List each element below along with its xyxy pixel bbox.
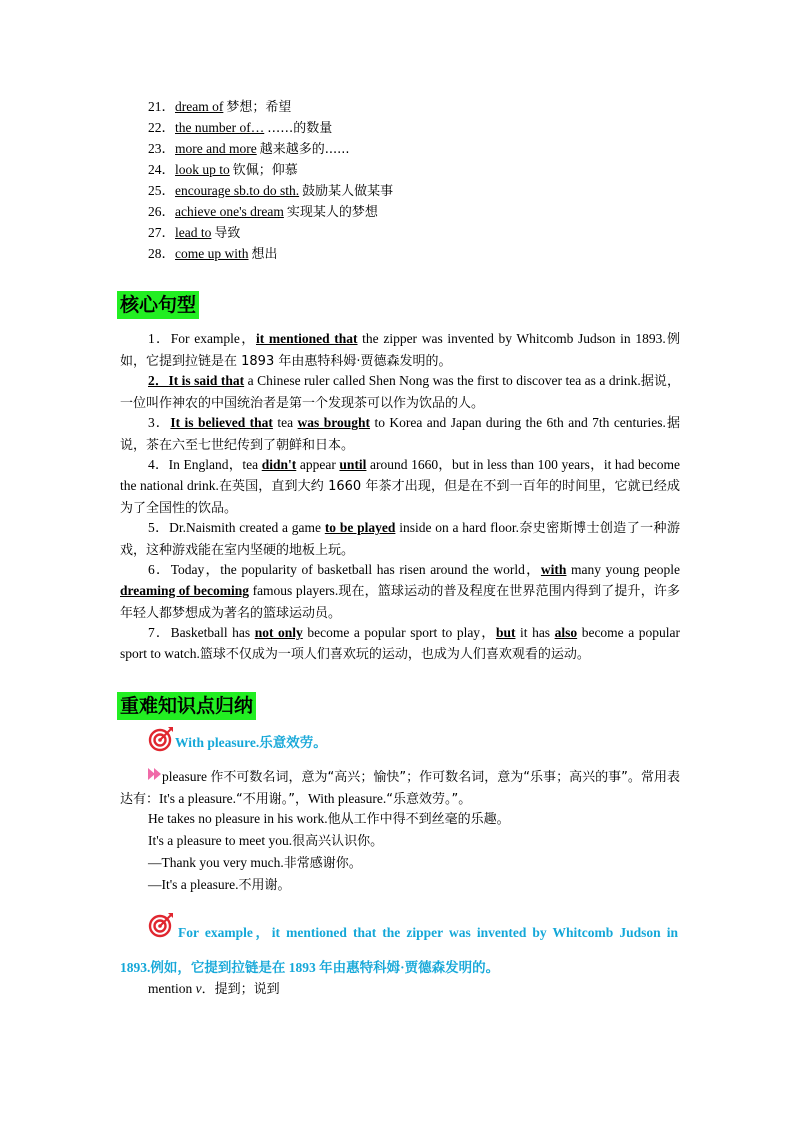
key-phrase: with <box>540 562 567 577</box>
example-sentence: It's a pleasure to meet you.很高兴认识你。 <box>148 833 384 849</box>
pleasure-explanation: pleasure 作不可数名词，意为“高兴；愉快”；作可数名词，意为“乐事；高兴的事”。常用表达有：It's a pleasure.“不用谢。”，With pleasure.“乐意效劳。”。 <box>120 769 680 807</box>
sentence-7: 7．Basketball has not only become a popular sport to play，but it has also become a popular sport to watch.篮球不仅成为一项人们喜欢玩的运动，也成为人们喜欢观看的运动。 <box>120 625 681 662</box>
sentence-2: 2．It is said that a Chinese ruler called Shen Nong was the first to discover tea as a drink.据说，一位叫作神农的中国统治者是第一个发现茶可以作为饮品的人。 <box>120 373 681 411</box>
key-phrase: also <box>554 625 578 640</box>
vocab-item <box>148 119 332 137</box>
target-icon <box>148 726 174 752</box>
mention-definition: mention v．提到；说到 <box>148 981 280 997</box>
section-heading-core-sentences: 核心句型 <box>117 291 199 319</box>
vocab-meaning: 鼓励某人做某事 <box>302 184 394 199</box>
vocab-phrase: achieve one's dream <box>175 204 284 219</box>
target-icon <box>148 912 174 938</box>
sentence-4: 4．In England，tea didn't appear until around 1660，but in less than 100 years，it had become the national drink.在英国，直到大约 1660 年茶才出现，但是在不到一百年的时间里，它就已经成为了全国性的饮品。 <box>120 457 680 516</box>
vocab-item <box>148 203 378 221</box>
sentence-3: 3．It is believed that tea was brought to Korea and Japan during the 6th and 7th centuries.据说，茶在六至七世纪传到了朝鲜和日本。 <box>120 415 680 453</box>
topic-title-with-pleasure: With pleasure.乐意效劳。 <box>175 735 327 750</box>
example-sentence: He takes no pleasure in his work.他从工作中得不到丝毫的乐趣。 <box>148 811 510 827</box>
vocab-meaning: 导致 <box>214 226 241 241</box>
topic-title-line-1: For example，it mentioned that the zipper was invented by Whitcomb Judson in <box>178 925 678 940</box>
key-phrase: it mentioned that <box>255 331 358 346</box>
example-sentence: —Thank you very much.非常感谢你。 <box>148 855 362 871</box>
vocab-phrase: look up to <box>175 162 230 177</box>
key-phrase: dreaming of becoming <box>120 583 250 598</box>
key-phrase: until <box>339 457 367 472</box>
vocab-item <box>148 224 240 242</box>
key-phrase: didn't <box>261 457 297 472</box>
vocab-number: 22． <box>148 120 175 135</box>
vocab-number: 27． <box>148 225 175 240</box>
sentence-6: 6．Today，the popularity of basketball has risen around the world，with many young people dreaming of becoming famous players.现在，篮球运动的普及程度在世界范围内得到了提升，许多年轻人都梦想成为著名的篮球运动员。 <box>120 562 681 621</box>
vocab-meaning: 想出 <box>251 247 278 262</box>
key-phrase: was brought <box>297 415 371 430</box>
vocab-item <box>148 161 298 179</box>
vocab-phrase: dream of <box>175 99 224 114</box>
vocab-number: 21． <box>148 99 175 114</box>
vocab-meaning: 钦佩；仰慕 <box>232 163 298 178</box>
vocab-meaning: 越来越多的...... <box>259 142 350 157</box>
key-phrase: not only <box>254 625 303 640</box>
key-phrase: It is believed that <box>170 415 273 430</box>
vocab-item <box>148 140 350 158</box>
vocab-phrase: encourage sb.to do sth. <box>175 183 300 198</box>
key-phrase: to be played <box>324 520 396 535</box>
vocab-item <box>148 182 393 200</box>
example-sentence: —It's a pleasure.不用谢。 <box>148 877 291 893</box>
vocab-phrase: the number of… <box>175 120 265 135</box>
vocab-item <box>148 98 291 116</box>
vocab-number: 26． <box>148 204 175 219</box>
vocab-meaning: 梦想；希望 <box>226 100 292 115</box>
vocab-meaning: 实现某人的梦想 <box>286 205 378 220</box>
topic-title-line-2: 1893.例如，它提到拉链是在 1893 年由惠特科姆·贾德森发明的。 <box>120 960 500 975</box>
vocab-number: 28． <box>148 246 175 261</box>
sentence-5: 5．Dr.Naismith created a game to be played inside on a hard floor.奈史密斯博士创造了一种游戏，这种游戏能在室内坚硬的地板上玩。 <box>120 520 680 558</box>
key-phrase: but <box>495 625 516 640</box>
vocab-meaning: ……的数量 <box>267 121 333 136</box>
key-phrase: It is said that <box>168 373 245 388</box>
vocab-number: 24． <box>148 162 175 177</box>
vocab-phrase: come up with <box>175 246 249 261</box>
vocab-number: 25． <box>148 183 175 198</box>
vocab-number: 23． <box>148 141 175 156</box>
vocab-phrase: lead to <box>175 225 212 240</box>
section-heading-key-points: 重难知识点归纳 <box>117 692 256 720</box>
vocab-item <box>148 245 278 263</box>
vocab-phrase: more and more <box>175 141 257 156</box>
sentence-1: 1．For example，it mentioned that the zipper was invented by Whitcomb Judson in 1893.例如，它提到拉链是在 1893 年由惠特科姆·贾德森发明的。 <box>120 331 680 369</box>
